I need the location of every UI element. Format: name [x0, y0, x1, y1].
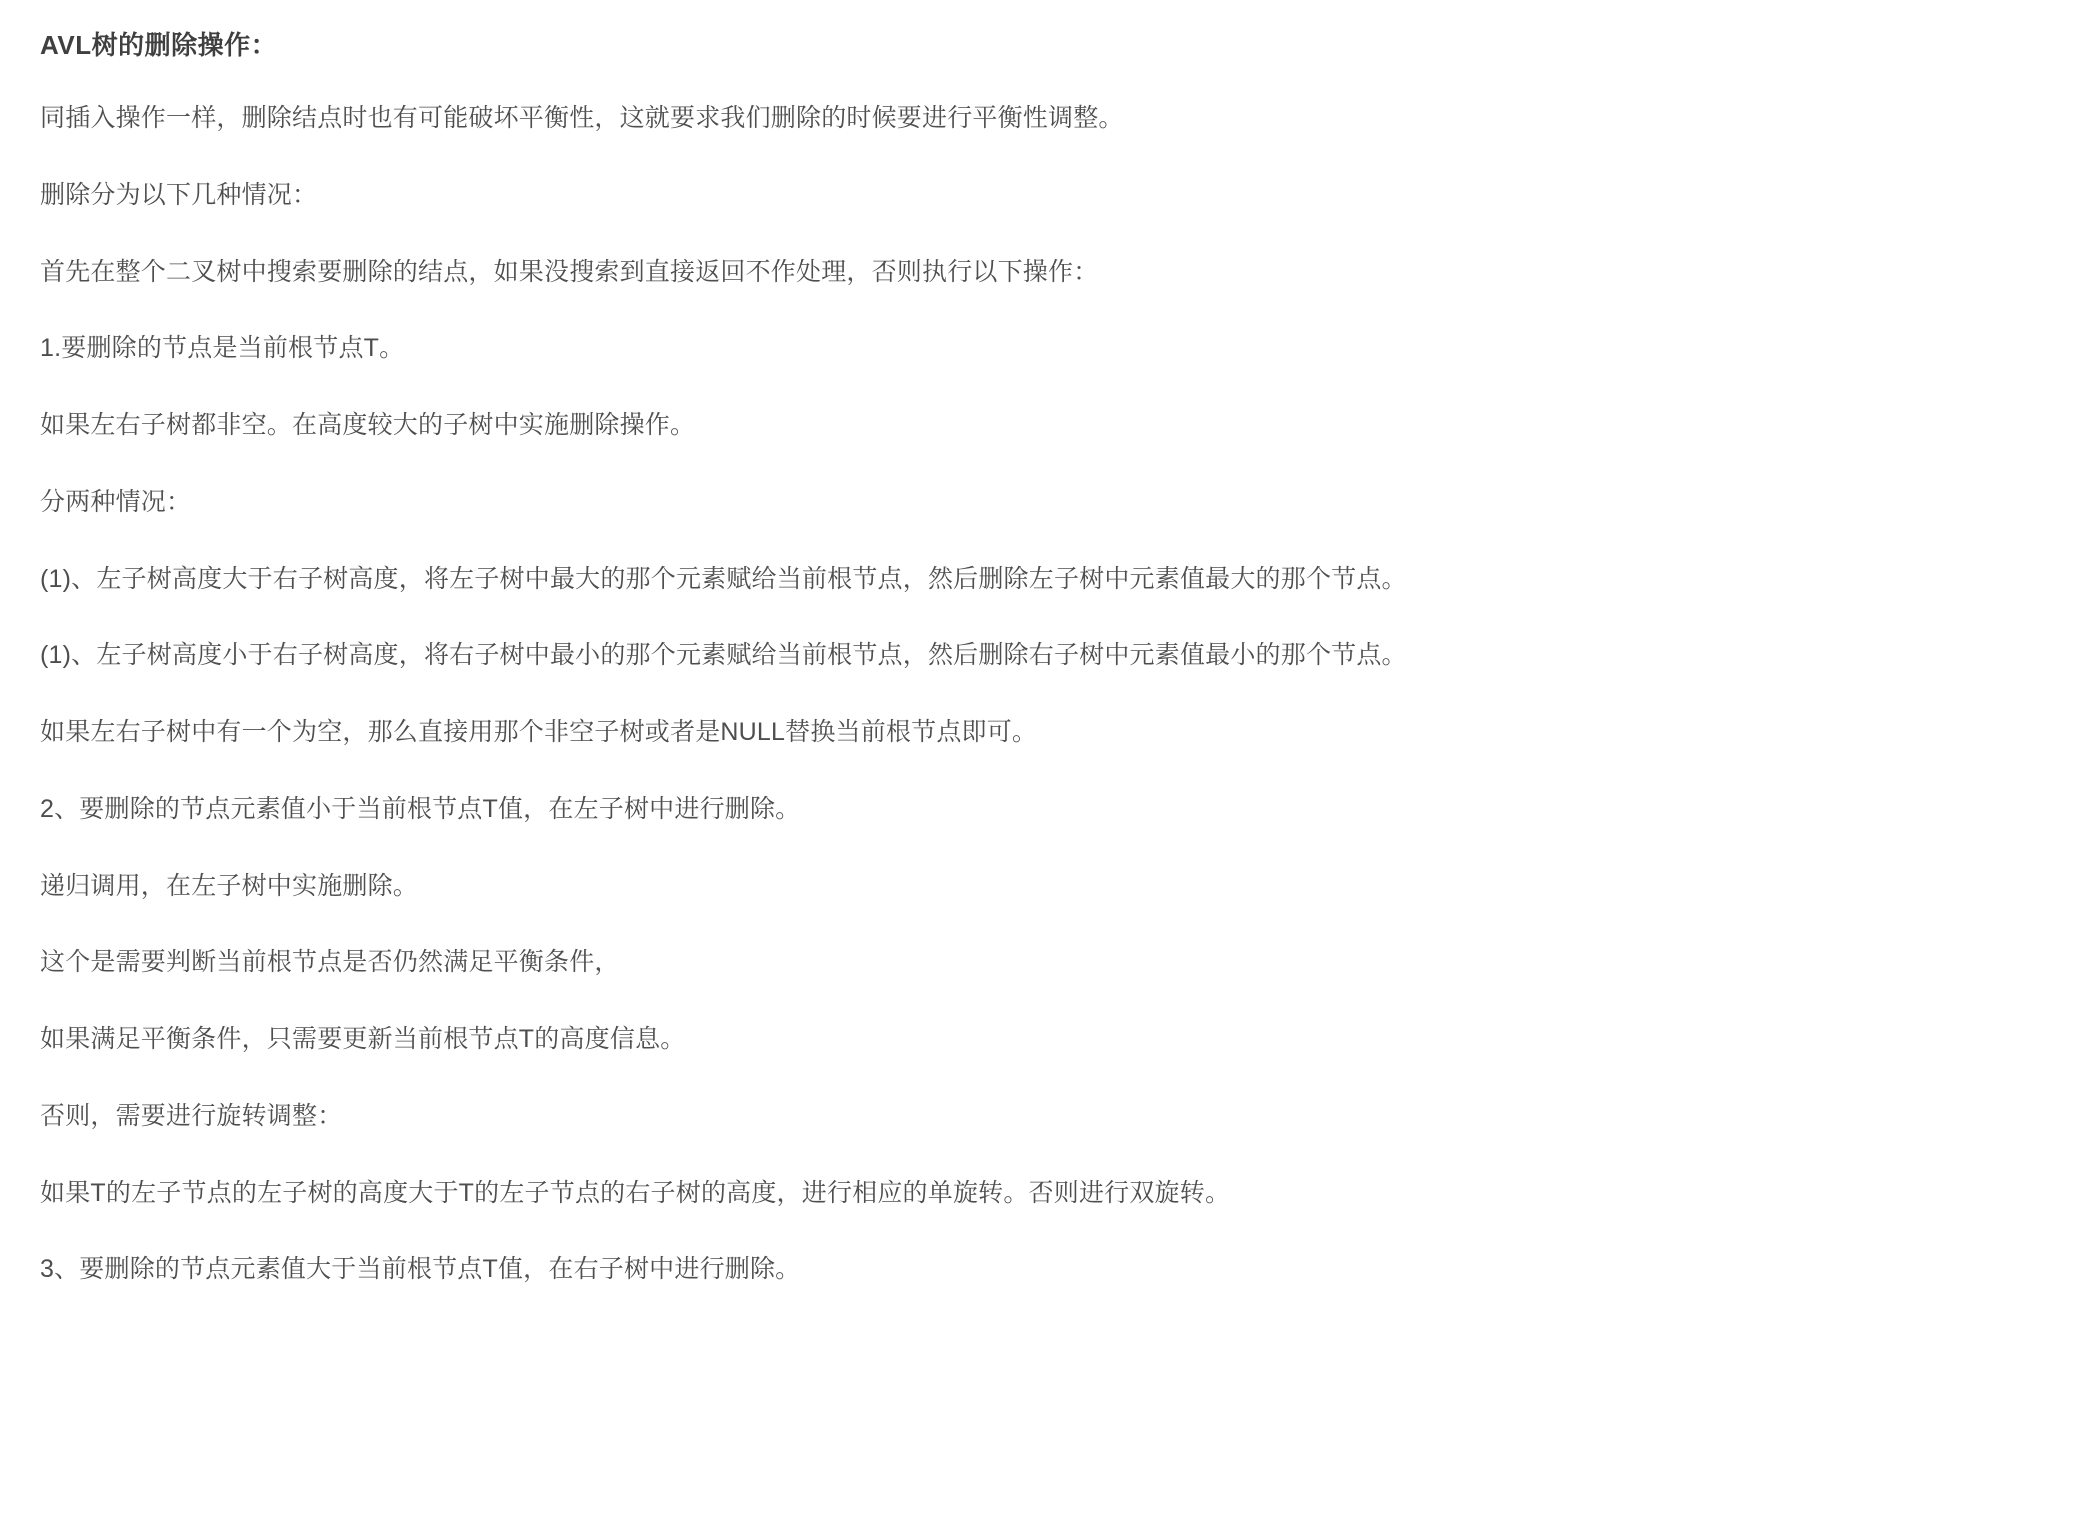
- paragraph: 递归调用，在左子树中实施删除。: [40, 871, 419, 900]
- paragraph: 如果左右子树中有一个为空，那么直接用那个非空子树或者是NULL替换当前根节点即可。: [40, 718, 1038, 746]
- paragraph: 删除分为以下几种情况：: [40, 180, 318, 209]
- paragraph: 同插入操作一样，删除结点时也有可能破坏平衡性，这就要求我们删除的时候要进行平衡性调整。: [40, 104, 1124, 132]
- paragraph: (1)、左子树高度小于右子树高度，将右子树中最小的那个元素赋给当前根节点，然后删除右子树中元素值最小的那个节点。: [40, 641, 1407, 670]
- paragraph: (1)、左子树高度大于右子树高度，将左子树中最大的那个元素赋给当前根节点，然后删除左子树中元素值最大的那个节点。: [40, 564, 1407, 593]
- paragraph: 否则，需要进行旋转调整：: [40, 1101, 343, 1130]
- paragraph: 如果满足平衡条件，只需要更新当前根节点T的高度信息。: [40, 1025, 686, 1053]
- paragraph: 1.要删除的节点是当前根节点T。: [40, 334, 405, 363]
- paragraph: 如果左右子树都非空。在高度较大的子树中实施删除操作。: [40, 411, 696, 439]
- paragraph: 分两种情况：: [40, 487, 192, 516]
- paragraph: 3、要删除的节点元素值大于当前根节点T值，在右子树中进行删除。: [40, 1255, 801, 1284]
- page-title: AVL树的删除操作：: [40, 30, 278, 60]
- paragraph: 2、要删除的节点元素值小于当前根节点T值，在左子树中进行删除。: [40, 794, 801, 823]
- paragraph: 这个是需要判断当前根节点是否仍然满足平衡条件，: [40, 948, 620, 977]
- paragraph: 如果T的左子节点的左子树的高度大于T的左子节点的右子树的高度，进行相应的单旋转。否则进行双旋转。: [40, 1178, 1231, 1207]
- paragraph: 首先在整个二叉树中搜索要删除的结点，如果没搜索到直接返回不作处理，否则执行以下操作：: [40, 257, 1099, 286]
